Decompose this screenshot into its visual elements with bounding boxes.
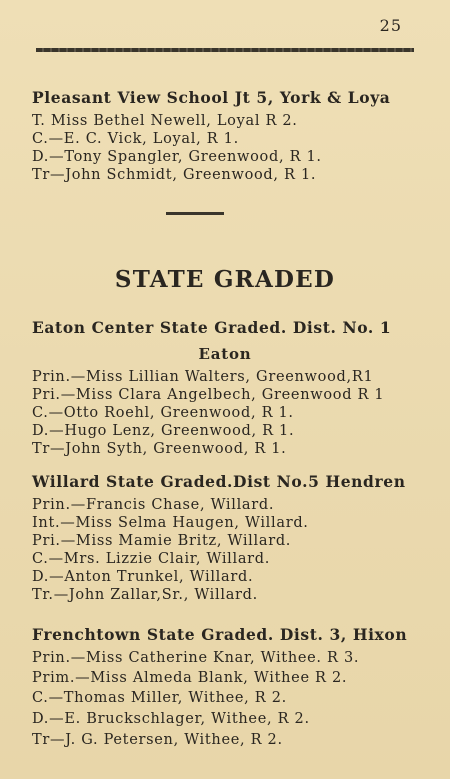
section-title: Pleasant View School Jt 5, York & Loya: [32, 88, 391, 107]
section-subtitle: Eaton: [198, 345, 252, 363]
section-title: Eaton Center State Graded. Dist. No. 1: [32, 318, 392, 337]
entry-line: Int.—Miss Selma Haugen, Willard.: [32, 515, 309, 531]
entry-line: Prin.—Miss Catherine Knar, Withee. R 3.: [32, 650, 360, 666]
entry-line: C.—Otto Roehl, Greenwood, R 1.: [32, 405, 294, 421]
section-title: Frenchtown State Graded. Dist. 3, Hixon: [32, 625, 408, 644]
divider-rule: [166, 212, 224, 215]
entry-line: D.—E. Bruckschlager, Withee, R 2.: [32, 711, 310, 727]
entry-line: D.—Tony Spangler, Greenwood, R 1.: [32, 149, 322, 165]
entry-line: C.—Thomas Miller, Withee, R 2.: [32, 690, 287, 706]
entry-line: C.—Mrs. Lizzie Clair, Willard.: [32, 551, 271, 567]
entry-line: Pri.—Miss Mamie Britz, Willard.: [32, 533, 292, 549]
entry-line: Prin.—Miss Lillian Walters, Greenwood,R1: [32, 369, 374, 385]
entry-line: Tr—John Syth, Greenwood, R 1.: [32, 441, 287, 457]
entry-line: C.—E. C. Vick, Loyal, R 1.: [32, 131, 239, 147]
main-heading: STATE GRADED: [114, 266, 336, 293]
entry-line: Tr—J. G. Petersen, Withee, R 2.: [32, 732, 283, 748]
top-rule: [36, 48, 414, 52]
entry-line: D.—Hugo Lenz, Greenwood, R 1.: [32, 423, 295, 439]
entry-line: Tr—John Schmidt, Greenwood, R 1.: [32, 167, 317, 183]
entry-line: Tr.—John Zallar,Sr., Willard.: [32, 587, 258, 603]
entry-line: Prin.—Francis Chase, Willard.: [32, 497, 275, 513]
section-title: Willard State Graded.Dist No.5 Hendren: [32, 472, 406, 491]
page-number: 25: [379, 16, 402, 35]
entry-line: Pri.—Miss Clara Angelbech, Greenwood R 1: [32, 387, 385, 403]
entry-line: Prim.—Miss Almeda Blank, Withee R 2.: [32, 670, 348, 686]
entry-line: D.—Anton Trunkel, Willard.: [32, 569, 254, 585]
entry-line: T. Miss Bethel Newell, Loyal R 2.: [32, 113, 298, 129]
